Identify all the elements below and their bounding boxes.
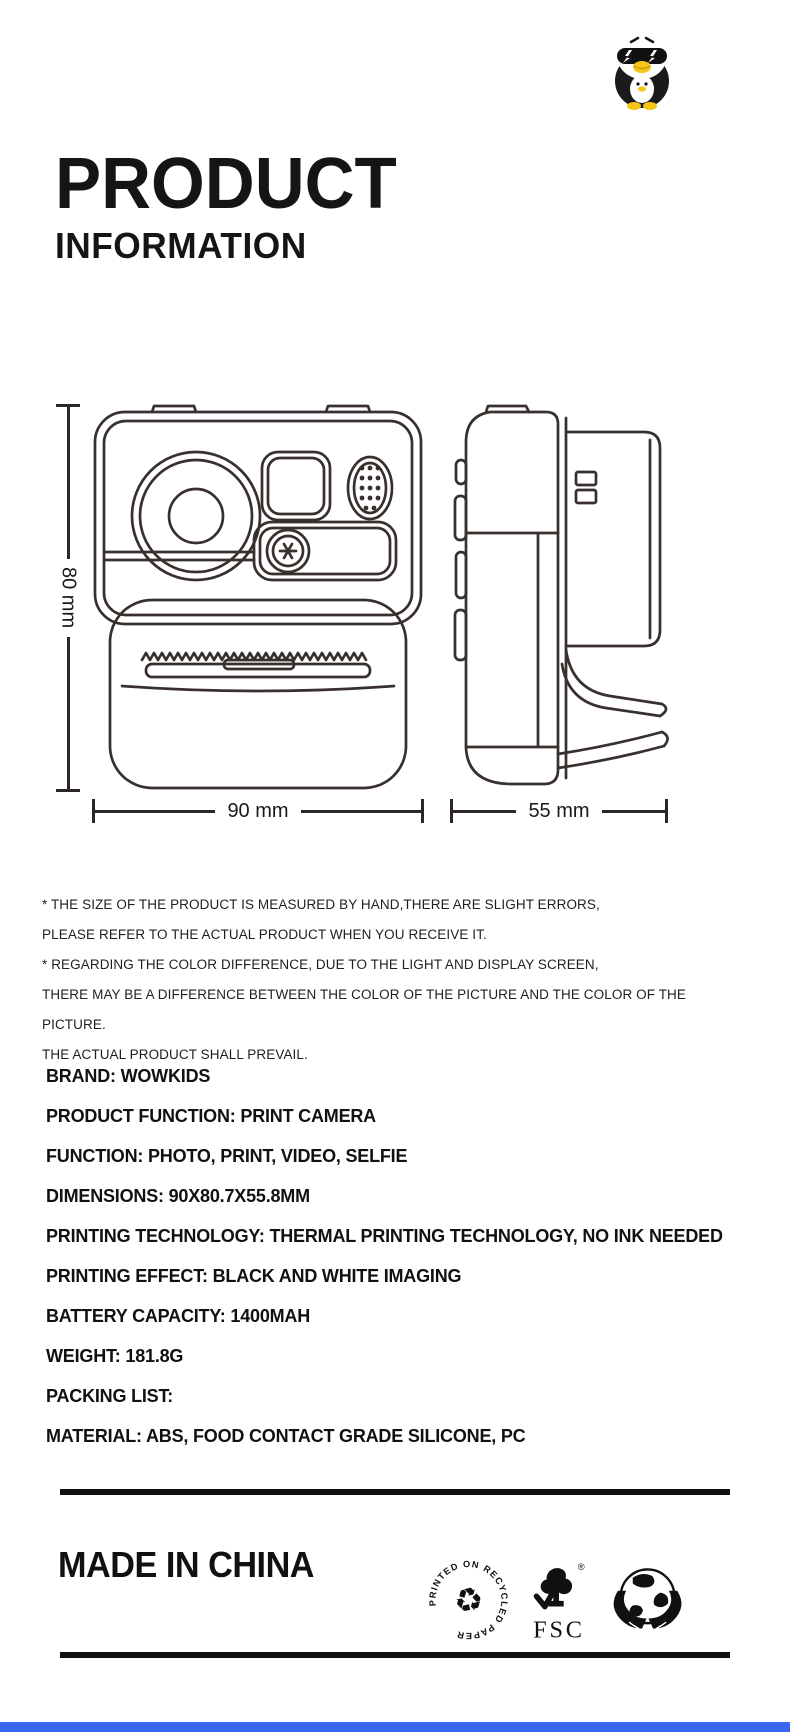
dimension-cap — [56, 789, 80, 792]
dimension-depth — [450, 798, 668, 824]
viewfinder-window — [262, 452, 330, 520]
dimension-line — [95, 810, 215, 813]
fsc-logo-icon — [529, 1553, 589, 1647]
dimension-height — [50, 404, 86, 792]
spec-row-printing-effect: PRINTING EFFECT: BLACK AND WHITE IMAGING — [46, 1266, 462, 1286]
spec-row-printing-technology: PRINTING TECHNOLOGY: THERMAL PRINTING TECHNOLOGY, NO INK NEEDED — [46, 1226, 723, 1246]
spec-row-dimensions: DIMENSIONS: 90X80.7X55.8MM — [46, 1186, 310, 1206]
earth-in-hands-icon — [605, 1556, 690, 1644]
dimension-depth-label: 55 mm — [528, 799, 590, 822]
dimension-line — [453, 810, 516, 813]
made-in-china-label: MADE IN CHINA — [58, 1544, 315, 1585]
disclaimer-line: PLEASE REFER TO THE ACTUAL PRODUCT WHEN YOU RECEIVE IT. — [42, 927, 487, 942]
dimension-line — [67, 637, 70, 789]
divider-rule — [60, 1652, 730, 1658]
dimension-line — [67, 407, 70, 559]
spec-row-product-function: PRODUCT FUNCTION: PRINT CAMERA — [46, 1106, 376, 1126]
camera-front-view-drawing — [92, 402, 424, 794]
dimension-line — [301, 810, 421, 813]
dimension-line — [602, 810, 665, 813]
side-buttons — [455, 460, 466, 660]
disclaimer-line: * THE SIZE OF THE PRODUCT IS MEASURED BY HAND,THERE ARE SLIGHT ERRORS, — [42, 897, 600, 912]
flash-module — [254, 522, 396, 580]
paper-slot — [146, 664, 370, 677]
side-switches — [576, 472, 596, 503]
dimension-cap — [665, 799, 668, 823]
disclaimer-line: THE ACTUAL PRODUCT SHALL PREVAIL. — [42, 1047, 308, 1062]
printer-base — [110, 600, 406, 788]
lens-housing-side — [562, 432, 666, 716]
spec-list — [46, 1056, 756, 1456]
spec-row-function: FUNCTION: PHOTO, PRINT, VIDEO, SELFIE — [46, 1146, 408, 1166]
speaker-holes — [360, 466, 381, 511]
panel-seams — [466, 533, 558, 747]
dimension-cap — [421, 799, 424, 823]
spec-row-weight: WEIGHT: 181.8G — [46, 1346, 184, 1366]
disclaimer-line: * REGARDING THE COLOR DIFFERENCE, DUE TO THE LIGHT AND DISPLAY SCREEN, — [42, 957, 599, 972]
dimension-height-label: 80 mm — [57, 567, 80, 629]
stamp-circular-text: PRINTED ON RECYCLED PAPER — [427, 1558, 510, 1641]
registered-mark: ® — [577, 1562, 585, 1573]
spec-row-material: MATERIAL: ABS, FOOD CONTACT GRADE SILICONE, PC — [46, 1426, 526, 1446]
camera-side-view-drawing — [450, 402, 672, 794]
disclaimer-block — [42, 890, 742, 1070]
recycled-paper-stamp-icon — [414, 1545, 523, 1656]
recycle-symbol: ♻ — [449, 1578, 488, 1622]
footer-accent-bar — [0, 1722, 790, 1732]
spec-row-battery: BATTERY CAPACITY: 1400MAH — [46, 1306, 311, 1326]
title-line-1: PRODUCT — [55, 144, 397, 224]
page-title — [55, 144, 411, 267]
brand-penguin-mascot-icon — [598, 26, 686, 110]
title-line-2: INFORMATION — [55, 225, 307, 267]
camera-body-side — [466, 412, 558, 784]
spec-row-brand: BRAND: WOWKIDS — [46, 1066, 211, 1086]
certification-icons — [424, 1552, 690, 1648]
divider-rule — [60, 1489, 730, 1495]
base-side — [558, 732, 668, 768]
dimension-width — [92, 798, 424, 824]
fsc-label: FSC — [533, 1616, 585, 1644]
disclaimer-line: THERE MAY BE A DIFFERENCE BETWEEN THE COLOR OF THE PICTURE AND THE COLOR OF THE PICTURE. — [42, 987, 687, 1032]
dimension-width-label: 90 mm — [227, 799, 289, 822]
spec-row-packing-list: PACKING LIST: — [46, 1386, 174, 1406]
